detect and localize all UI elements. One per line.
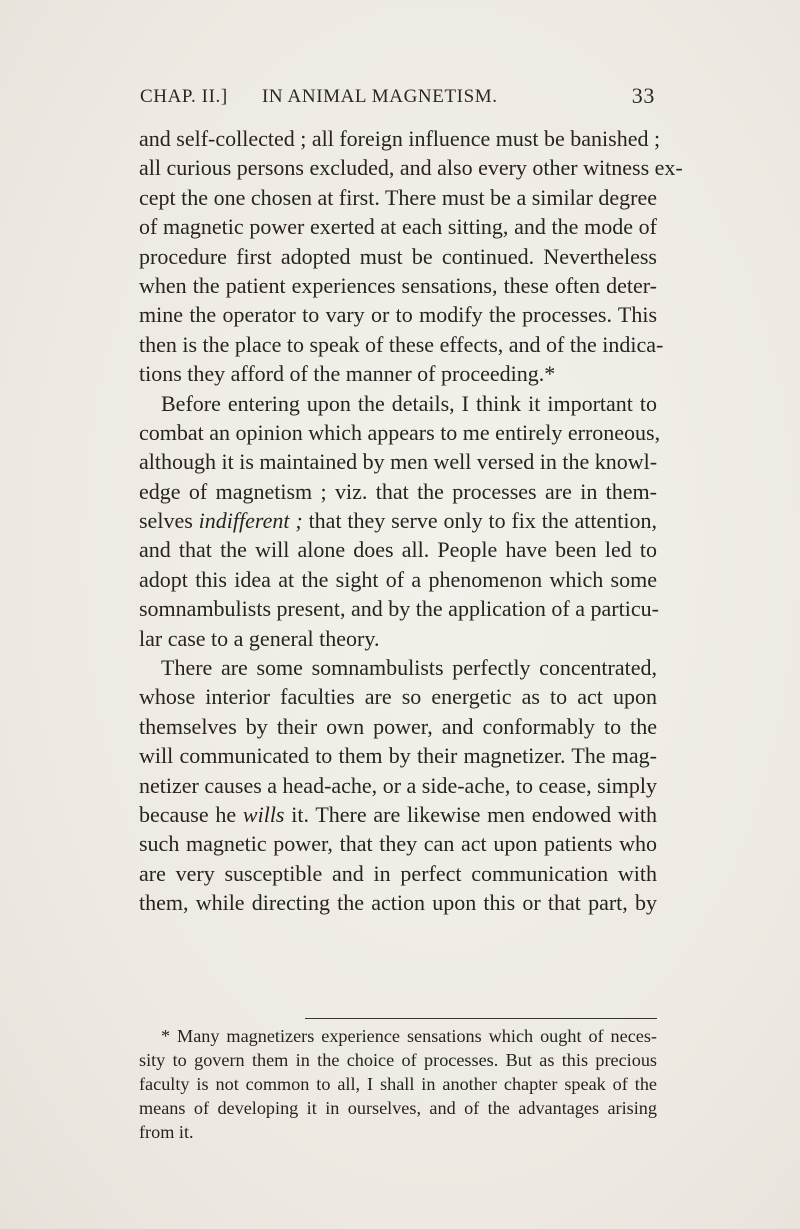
footnote-line: faculty is not common to all, I shall in another chapter speak of the [139,1074,657,1094]
text-line: procedure first adopted must be continued. Nevertheless [139,243,657,269]
text-line: adopt this idea at the sight of a phenomenon which some [139,566,657,592]
text-line: them, while directing the action upon this or that part, by [139,890,657,916]
text-line: whose interior faculties are so energetic as to act upon [139,684,657,710]
text-line: There are some somnambulists perfectly concentrated, [161,655,657,681]
footnote [139,1024,657,1144]
text-line: will communicated to them by their magnetizer. The mag- [139,743,657,769]
italic-word: indifferent ; [198,508,303,534]
text-line: somnambulists present, and by the application of a particu- [139,596,659,622]
text-fragment: it. There are likewise men endowed with [291,801,658,827]
text-line: themselves by their own power, and conformably to the [139,713,657,739]
text-line: are very susceptible and in perfect communication with [139,860,657,886]
italic-word: wills [242,801,285,827]
text-line: and self-collected ; all foreign influence must be banished ; [139,126,661,151]
text-line-mixed [139,800,657,829]
text-line: and that the will alone does all. People have been led to [139,537,657,563]
text-line: edge of magnetism ; viz. that the processes are in them- [139,478,657,504]
text-fragment: selves [139,508,193,534]
text-line: mine the operator to vary or to modify the processes. This [139,302,657,328]
footnote-line: means of developing it in ourselves, and of the advantages arising [139,1098,657,1118]
text-fragment: that they serve only to fix the attention, [308,508,657,534]
running-head [140,83,655,112]
chapter-label: CHAP. II.] [140,86,228,107]
text-line: lar case to a general theory. [139,625,380,651]
footnote-line: * Many magnetizers experience sensations which ought of neces- [161,1026,657,1046]
text-line: all curious persons excluded, and also every other witness ex- [139,155,683,181]
text-line: combat an opinion which appears to me entirely erroneous, [139,419,661,445]
text-line: of magnetic power exerted at each sitting, and the mode of [139,214,657,240]
text-fragment: because he [139,801,237,827]
text-line: cept the one chosen at first. There must be a similar degree [139,184,657,210]
running-title: IN ANIMAL MAGNETISM. [262,86,498,107]
text-line: such magnetic power, that they can act upon patients who [139,831,657,857]
text-line: when the patient experiences sensations, these often deter- [139,272,657,298]
footnote-line: from it. [139,1122,194,1142]
text-line: Before entering upon the details, I think it important to [161,390,657,416]
page-number: 33 [631,83,655,108]
text-line: netizer causes a head-ache, or a side-ache, to cease, simply [139,772,657,798]
footnote-rule [305,1018,657,1019]
footnote-line: sity to govern them in the choice of processes. But as this precious [139,1050,657,1070]
text-line: although it is maintained by men well versed in the knowl- [139,449,658,475]
text-line: then is the place to speak of these effects, and of the indica- [139,331,664,357]
body-text [139,124,683,918]
text-line: tions they afford of the manner of proceeding.* [139,361,556,387]
text-line-mixed [139,506,657,535]
